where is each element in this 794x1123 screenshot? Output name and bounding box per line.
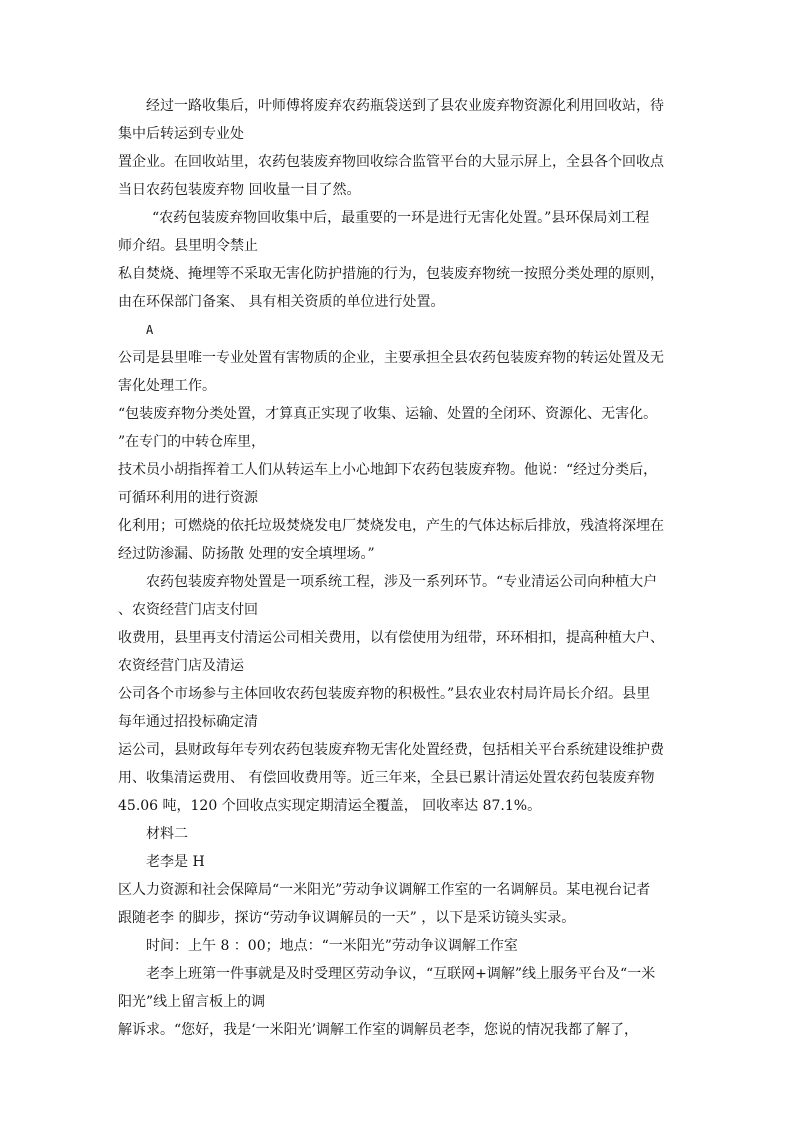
text-line: 运公司，县财政每年专列农药包装废弃物无害化处置经费，包括相关平台系统建设维护费 (118, 742, 664, 758)
text-line: 收费用，县里再支付清运公司相关费用，以有偿使用为纽带，环环相扣，提高种植大户、 (118, 630, 664, 646)
text-line: “农药包装废弃物回收集中后，最重要的一环是进行无害化处置。”县环保局刘工程 (152, 210, 650, 226)
text-line: 用、收集清运费用、 有偿回收费用等。近三年来，全县已累计清运处置农药包装废弃物 (118, 770, 655, 786)
text-line: 跟随老李 的脚步，探访“劳动争议调解员的一天” ，以下是采访镜头实录。 (118, 910, 576, 926)
text-line: 每年通过招投标确定清 (118, 714, 258, 730)
text-line: 区人力资源和社会保障局“一米阳光”劳动争议调解工作室的一名调解员。某电视台记者 (118, 882, 651, 898)
text-line: 技术员小胡指挥着工人们从转运车上小心地卸下农药包装废弃物。他说：“经过分类后， (118, 462, 658, 478)
text-line: 置企业。在回收站里，农药包装废弃物回收综合监管平台的大显示屏上，全县各个回收点 (118, 154, 664, 170)
text-line: “包装废弃物分类处置，才算真正实现了收集、运输、处置的全闭环、资源化、无害化。 (118, 406, 658, 422)
text-line: 农药包装废弃物处置是一项系统工程，涉及一系列环节。“专业清运公司向种植大户 (146, 574, 658, 590)
text-line: 师介绍。县里明令禁止 (118, 238, 258, 254)
text-line: 老李是 H (146, 854, 205, 870)
text-line: 私自焚烧、掩埋等不采取无害化防护措施的行为，包装废弃物统一按照分类处理的原则， (118, 266, 664, 282)
section-heading: 材料二 (146, 826, 188, 842)
text-line: 时间：上午 8 ：00；地点：“一米阳光”劳动争议调解工作室 (146, 938, 518, 954)
text-line: 当日农药包装废弃物 回收量一目了然。 (118, 182, 361, 198)
text-line: 经过防渗漏、防扬散 处理的安全填埋场。” (118, 546, 375, 562)
text-line: 阳光”线上留言板上的调 (118, 994, 266, 1010)
text-line: 经过一路收集后，叶师傅将废弃农药瓶袋送到了县农业废弃物资源化利用回收站，待 (146, 98, 664, 114)
text-line: 公司是县里唯一专业处置有害物质的企业，主要承担全县农药包装废弃物的转运处置及无 (118, 350, 664, 366)
text-line: 老李上班第一件事就是及时受理区劳动争议，“互联网+调解”线上服务平台及“一米 (146, 966, 656, 982)
text-line: 农资经营门店及清运 (118, 658, 244, 674)
text-line: 、农资经营门店支付回 (118, 602, 258, 618)
text-line: A (146, 323, 154, 337)
text-line: 集中后转运到专业处 (118, 126, 244, 142)
text-line: 解诉求。“您好，我是‘一米阳光’调解工作室的调解员老李，您说的情况我都了解了， (118, 1022, 639, 1038)
text-line: ”在专门的中转仓库里， (118, 434, 266, 450)
text-line: 化利用；可燃烧的依托垃圾焚烧发电厂焚烧发电，产生的气体达标后排放，残渣将深埋在 (118, 518, 664, 534)
text-line: 45.06 吨，120 个回收点实现定期清运全覆盖， 回收率达 87.1%。 (118, 798, 542, 814)
text-line: 害化处理工作。 (118, 378, 216, 394)
text-line: 公司各个市场参与主体回收农药包装废弃物的积极性。”县农业农村局许局长介绍。县里 (118, 686, 651, 702)
text-line: 由在环保部门备案、 具有相关资质的单位进行处置。 (118, 294, 445, 310)
text-line: 可循环利用的进行资源 (118, 490, 258, 506)
